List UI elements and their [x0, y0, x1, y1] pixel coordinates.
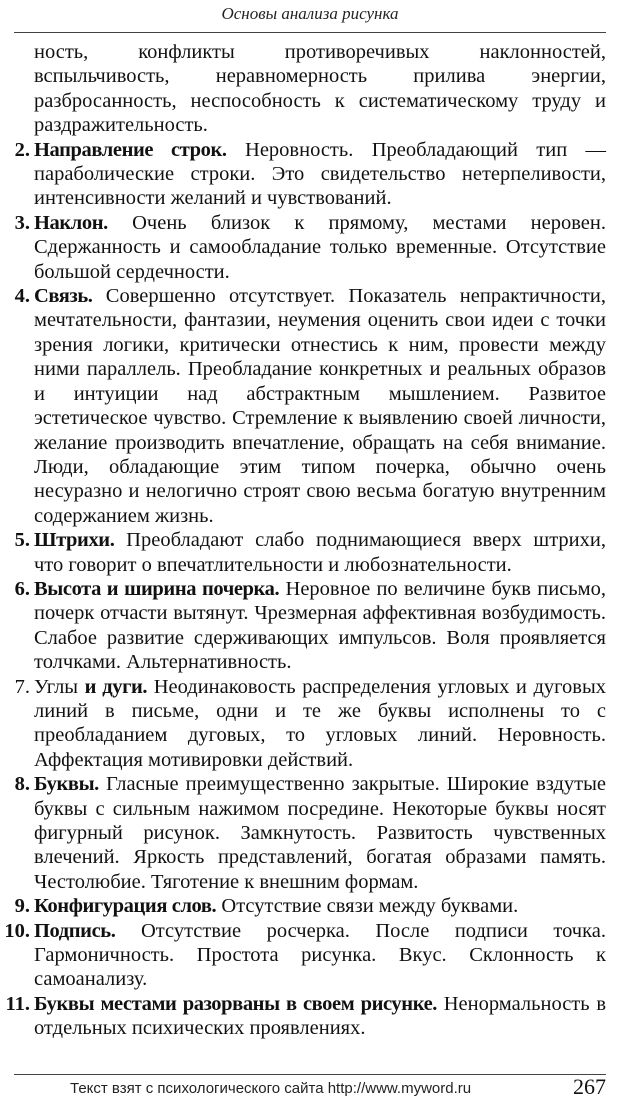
item-number: 10. [4, 919, 30, 942]
item-number: 7. [14, 675, 30, 698]
item-heading: Конфигурация слов. [34, 895, 217, 918]
item-text: Совершенно отсутствует. Показатель непрактичности, мечтательности, фантазии, неумения оценить свои идеи с точки зрения логики, критически отнестись к ним, провести между ними параллель. Преобладание конкретных и реальных образов и интуиции над абстрактным мышлением. Развитое эстетическое чувство. Стремление к выявлению своей личности, желание производить впечатление, обращать на себя внимание. Люди, обладающие этим типом почерка, обычно очень несуразно и нелогично строят свою весьма богатую внутренним содержанием жизнь. [34, 285, 606, 527]
list-item-10 [4, 919, 606, 992]
item-heading: Направление строк. [34, 138, 227, 161]
item-text: Ненормальность в отдельных психических проявлениях. [34, 992, 606, 1040]
item-number: 2. [14, 138, 30, 161]
list-item-2 [14, 138, 607, 211]
list-item-8 [14, 772, 606, 894]
item-heading: Штрихи. [34, 529, 115, 552]
item-number: 11. [5, 992, 30, 1015]
item-text: Гласные преимущественно закрытые. Широкие вздутые буквы с сильным нажимом посредине. Некоторые буквы носят фигурный рисунок. Замкнутость. Развитость чувственных влечений. Яркость представлений, богатая образами память. Честолюбие. Тяготение к внешним формам. [34, 773, 606, 893]
list-item-5 [14, 528, 606, 577]
item-text: Неровное по величине букв письмо, почерк отчасти вытянут. Чрезмерная аффективная возбудимость. Слабое развитие сдерживающих импульсов. Воля проявляется толчками. Альтернативность. [34, 577, 607, 674]
continued-paragraph: ность, конфликты противоречивых наклонностей, вспыльчивость, неравномерность прилива энергии, разбросанность, неспособность к систематическому труду и раздражительность. [34, 41, 606, 137]
item-text: Преобладают слабо поднимающиеся вверх штрихи, что говорит о впечатлительности и любознательности. [34, 529, 606, 576]
item-heading: Высота и ширина почерка. [34, 577, 280, 600]
item-heading: Буквы местами разорваны в своем рисунке. [34, 992, 438, 1015]
list-item-3 [14, 211, 606, 284]
item-text: Отсутствие росчерка. После подписи точка. Гармоничность. Простота рисунка. Вкус. Склонность к самоанализу. [34, 919, 606, 991]
item-heading: и дуги. [84, 675, 148, 698]
item-text: Неровность. Преобладающий тип — параболические строки. Это свидетельство нетерпеливости, интенсивности желаний и чувствований. [34, 138, 607, 210]
page-body [0, 40, 620, 1041]
item-text: Неодинаковость распределения угловых и дуговых линий в письме, одни и те же буквы исполнены то с преобладанием дуговых, то угловых линий. Неровность. Аффектация мотивировки действий. [34, 675, 606, 771]
header-rule [14, 32, 606, 33]
list-item-7 [14, 675, 606, 773]
item-text: Отсутствие связи между буквами. [216, 895, 519, 918]
item-number: 6. [14, 577, 30, 600]
item-number: 5. [14, 529, 30, 552]
item-text: Очень близок к прямому, местами неровен. Сдержанность и самообладание только временные. Отсутствие большой сердечности. [34, 211, 606, 283]
item-prefix: Углы [34, 675, 85, 698]
item-number: 4. [14, 285, 30, 308]
list-item-6 [14, 577, 607, 675]
footer-rule [14, 1074, 606, 1075]
page-number: 267 [573, 1074, 606, 1099]
list-item-9 [14, 894, 606, 918]
item-heading: Подпись. [34, 919, 116, 942]
item-heading: Буквы. [34, 773, 99, 796]
item-number: 9. [14, 895, 30, 918]
item-number: 8. [14, 773, 30, 796]
footer-source-link[interactable]: Текст взят с психологического сайта http://www.myword.ru [70, 1080, 472, 1097]
list-item-11 [5, 992, 606, 1041]
running-header-title: Основы анализа рисунка [221, 4, 399, 23]
list-item-4 [14, 284, 606, 528]
item-number: 3. [14, 211, 30, 234]
item-heading: Наклон. [34, 211, 108, 234]
item-heading: Связь. [34, 285, 93, 308]
